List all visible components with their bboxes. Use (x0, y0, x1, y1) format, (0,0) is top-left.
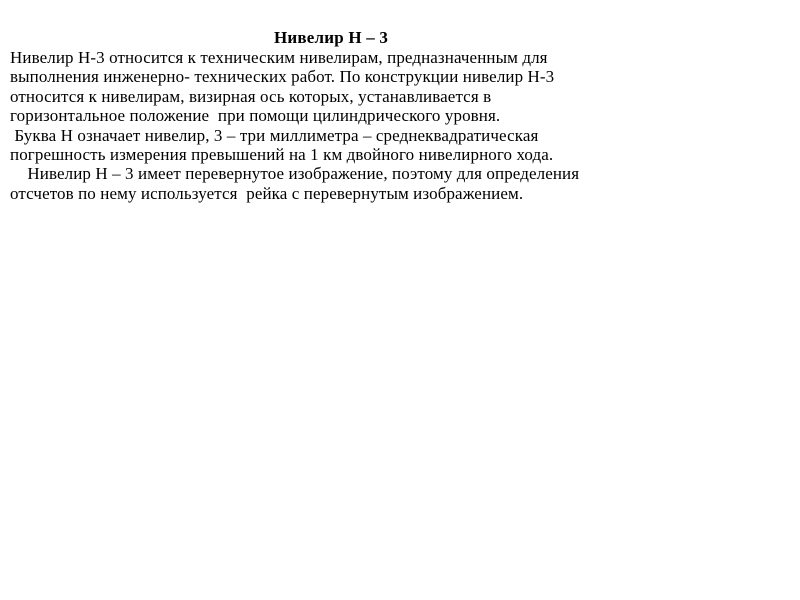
body-line: Буква Н означает нивелир, 3 – три миллиметра – среднеквадратическая (10, 125, 539, 145)
body-line: погрешность измерения превышений на 1 км двойного нивелирного хода. (10, 145, 554, 165)
document-body (10, 48, 790, 203)
body-line: горизонтальное положение при помощи цилиндрического уровня. (10, 106, 501, 126)
body-line: Нивелир Н – 3 имеет перевернутое изображение, поэтому для определения (10, 164, 580, 184)
body-line: Нивелир Н-3 относится к техническим нивелирам, предназначенным для (10, 48, 548, 67)
body-line: выполнения инженерно- технических работ. По конструкции нивелир Н-3 (10, 67, 555, 87)
body-line: относится к нивелирам, визирная ось которых, устанавливается в (10, 86, 492, 106)
body-line: отсчетов по нему используется рейка с перевернутым изображением. (10, 183, 524, 203)
document-title: Нивелир Н – 3 (274, 28, 389, 47)
